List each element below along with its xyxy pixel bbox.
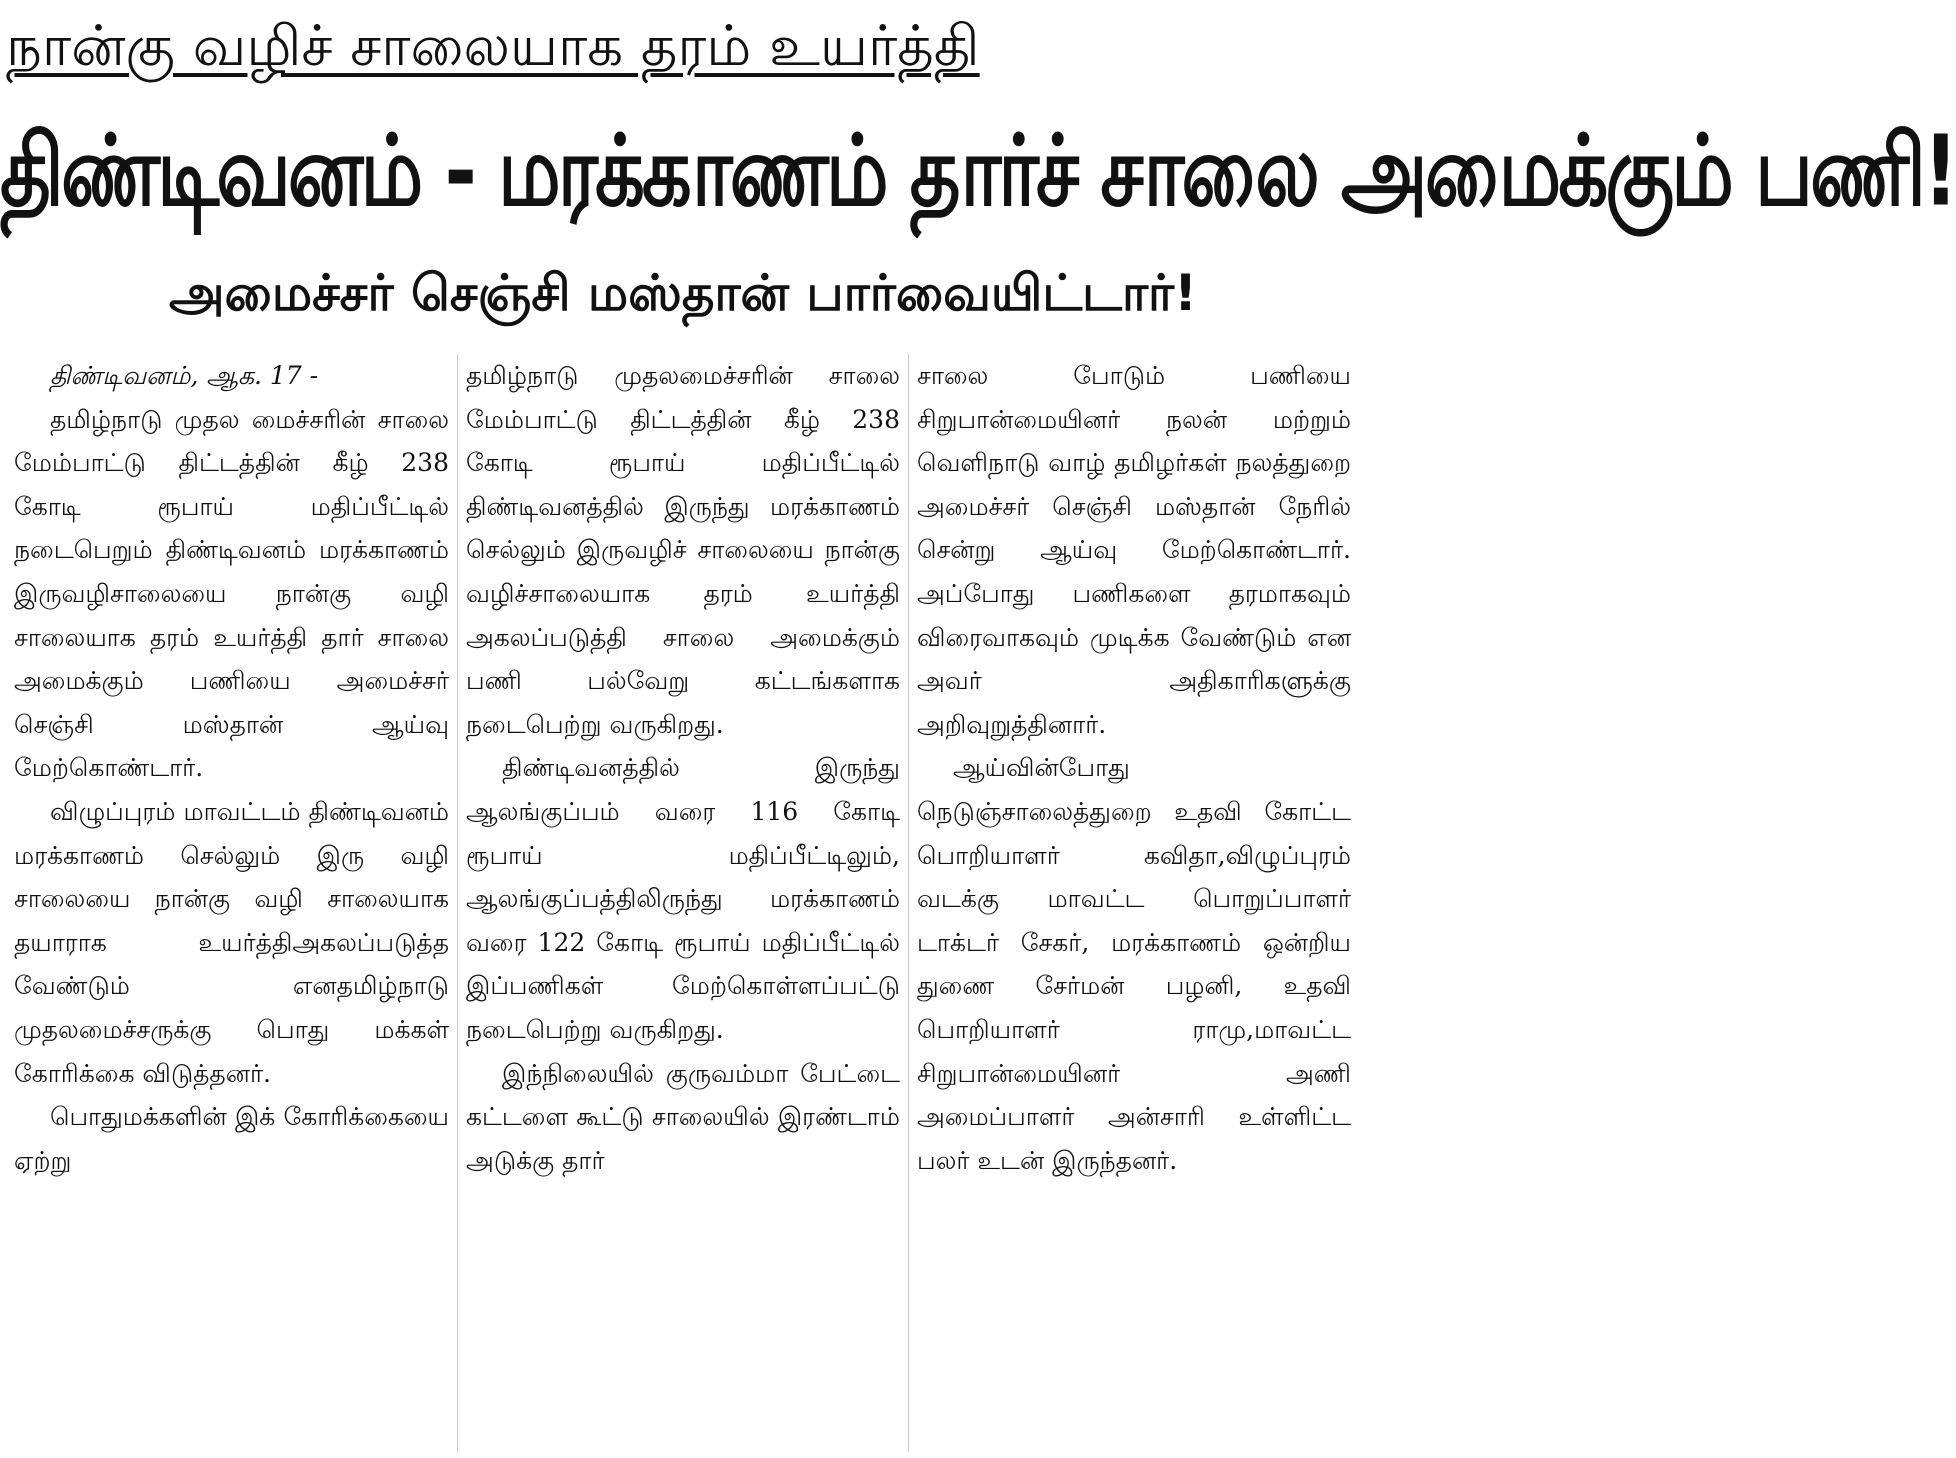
main-headline: திண்டிவனம் - மரக்காணம் தார்ச் சாலை அமைக்கும் பணி! [0, 115, 1956, 229]
dateline: திண்டிவனம், ஆக. 17 - [50, 361, 319, 390]
article-column-2 [457, 354, 908, 1452]
article-body [6, 354, 1360, 1452]
article-column-1 [6, 354, 457, 1452]
paragraph: விழுப்புரம் மாவட்டம் திண்டிவனம் மரக்காணம் செல்லும் இரு வழி சாலையை நான்கு வழி சாலையாக தயாராக உயர்த்திஅகலப்படுத்த வேண்டும் எனதமிழ்நாடு முதலமைச்சருக்கு பொது மக்கள் கோரிக்கை விடுத்தனர். [14, 796, 449, 1088]
article-column-3 [908, 354, 1359, 1452]
paragraph: இந்நிலையில் குருவம்மா பேட்டை கட்டளை கூட்டு சாலையில் இரண்டாம் அடுக்கு தார் [466, 1058, 900, 1175]
paragraph: தமிழ்நாடு முதல மைச்சரின் சாலை மேம்பாட்டு திட்டத்தின் கீழ் 238 கோடி ரூபாய் மதிப்பீட்டில் நடைபெறும் திண்டிவனம் மரக்காணம் இருவழிசாலையை நான்கு வழி சாலையாக தரம் உயர்த்தி தார் சாலை அமைக்கும் பணியை அமைச்சர் செஞ்சி மஸ்தான் ஆய்வு மேற்கொண்டார். [14, 404, 449, 783]
paragraph: பொதுமக்களின் இக் கோரிக்கையை ஏற்று [14, 1102, 449, 1175]
kicker-headline: நான்கு வழிச் சாலையாக தரம் உயர்த்தி [6, 14, 980, 79]
paragraph: தமிழ்நாடு முதலமைச்சரின் சாலை மேம்பாட்டு திட்டத்தின் கீழ் 238 கோடி ரூபாய் மதிப்பீட்டில் திண்டிவனத்தில் இருந்து மரக்காணம் செல்லும் இருவழிச் சாலையை நான்கு வழிச்சாலையாக தரம் உயர்த்தி அகலப்படுத்தி சாலை அமைக்கும் பணி பல்வேறு கட்டங்களாக நடைபெற்று வருகிறது. [466, 361, 900, 739]
paragraph: சாலை போடும் பணியை சிறுபான்மையினர் நலன் மற்றும் வெளிநாடு வாழ் தமிழர்கள் நலத்துறை அமைச்சர் செஞ்சி மஸ்தான் நேரில் சென்று ஆய்வு மேற்கொண்டார். அப்போது பணிகளை தரமாகவும் விரைவாகவும் முடிக்க வேண்டும் என அவர் அதிகாரிகளுக்கு அறிவுறுத்தினார். [917, 361, 1351, 739]
paragraph: திண்டிவனத்தில் இருந்து ஆலங்குப்பம் வரை 116 கோடி ரூபாய் மதிப்பீட்டிலும், ஆலங்குப்பத்திலிருந்து மரக்காணம் வரை 122 கோடி ரூபாய் மதிப்பீட்டில் இப்பணிகள் மேற்கொள்ளப்பட்டு நடைபெற்று வருகிறது. [466, 753, 900, 1044]
paragraph: ஆய்வின்போது நெடுஞ்சாலைத்துறை உதவி கோட்ட பொறியாளர் கவிதா,விழுப்புரம் வடக்கு மாவட்ட பொறுப்பாளர் டாக்டர் சேகர், மரக்காணம் ஒன்றிய துணை சேர்மன் பழனி, உதவி பொறியாளர் ராமு,மாவட்ட சிறுபான்மையினர் அணி அமைப்பாளர் அன்சாரி உள்ளிட்ட பலர் உடன் இருந்தனர். [917, 753, 1351, 1175]
sub-headline: அமைச்சர் செஞ்சி மஸ்தான் பார்வையிட்டார்! [168, 264, 1197, 322]
